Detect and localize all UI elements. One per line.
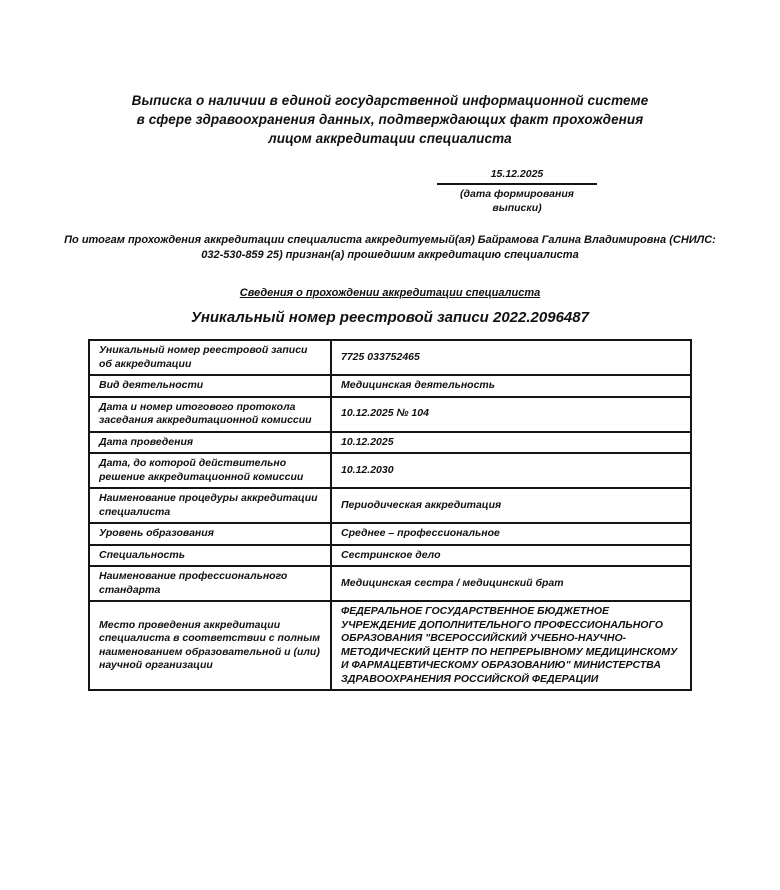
row-label: Уникальный номер реестровой записи об аккредитации xyxy=(89,340,331,375)
table-row-professional-standard xyxy=(89,566,691,601)
row-label: Место проведения аккредитации специалиста в соответствии с полным наименованием образовательной и (или) научной организации xyxy=(89,601,331,690)
row-value: 7725 033752465 xyxy=(331,340,691,375)
table-row-specialty xyxy=(89,545,691,567)
row-value: 10.12.2025 № 104 xyxy=(331,397,691,432)
extract-date-block xyxy=(437,167,597,215)
row-label: Дата и номер итогового протокола заседания аккредитационной комиссии xyxy=(89,397,331,432)
document-title: Выписка о наличии в единой государственной информационной системе в сфере здравоохранения данных, подтверждающих факт прохождения лицом аккредитации специалиста xyxy=(131,93,649,146)
row-value: Медицинская сестра / медицинский брат xyxy=(331,566,691,601)
row-value: 10.12.2025 xyxy=(331,432,691,454)
table-row-education-level xyxy=(89,523,691,545)
row-label: Наименование профессионального стандарта xyxy=(89,566,331,601)
accreditation-table xyxy=(88,339,692,691)
table-row-protocol xyxy=(89,397,691,432)
section-heading: Сведения о прохождении аккредитации специалиста xyxy=(239,287,541,299)
row-value: Медицинская деятельность xyxy=(331,375,691,397)
table-row-procedure-name xyxy=(89,488,691,523)
table-row-venue-organization xyxy=(89,601,691,690)
row-label: Вид деятельности xyxy=(89,375,331,397)
summary-paragraph: По итогам прохождения аккредитации специалиста аккредитуемый(ая) Байрамова Галина Владимировна (СНИЛС: 032-530-859 25) признан(а) прошедшим аккредитацию специалиста xyxy=(64,234,716,261)
row-label: Уровень образования xyxy=(89,523,331,545)
row-label: Дата, до которой действительно решение аккредитационной комиссии xyxy=(89,453,331,488)
row-value: Периодическая аккредитация xyxy=(331,488,691,523)
row-label: Наименование процедуры аккредитации специалиста xyxy=(89,488,331,523)
table-row-valid-until xyxy=(89,453,691,488)
table-row-activity-type xyxy=(89,375,691,397)
extract-date-caption: (дата формирования выписки) xyxy=(460,188,574,214)
table-row-date-held xyxy=(89,432,691,454)
row-value: 10.12.2030 xyxy=(331,453,691,488)
row-value: ФЕДЕРАЛЬНОЕ ГОСУДАРСТВЕННОЕ БЮДЖЕТНОЕ УЧРЕЖДЕНИЕ ДОПОЛНИТЕЛЬНОГО ПРОФЕССИОНАЛЬНОГО ОБРАЗОВАНИЯ "ВСЕРОССИЙСКИЙ УЧЕБНО-НАУЧНО-МЕТОДИЧЕСКИЙ ЦЕНТР ПО НЕПРЕРЫВНОМУ МЕДИЦИНСКОМУ И ФАРМАЦЕВТИЧЕСКОМУ ОБРАЗОВАНИЮ" МИНИСТЕРСТВА ЗДРАВООХРАНЕНИЯ РОССИЙСКОЙ ФЕДЕРАЦИИ xyxy=(331,601,691,690)
registry-number-line: Уникальный номер реестровой записи 2022.2096487 xyxy=(191,309,589,326)
table-row-accreditation-number xyxy=(89,340,691,375)
extract-date: 15.12.2025 xyxy=(437,167,597,185)
row-value: Среднее – профессиональное xyxy=(331,523,691,545)
row-label: Специальность xyxy=(89,545,331,567)
row-value: Сестринское дело xyxy=(331,545,691,567)
row-label: Дата проведения xyxy=(89,432,331,454)
